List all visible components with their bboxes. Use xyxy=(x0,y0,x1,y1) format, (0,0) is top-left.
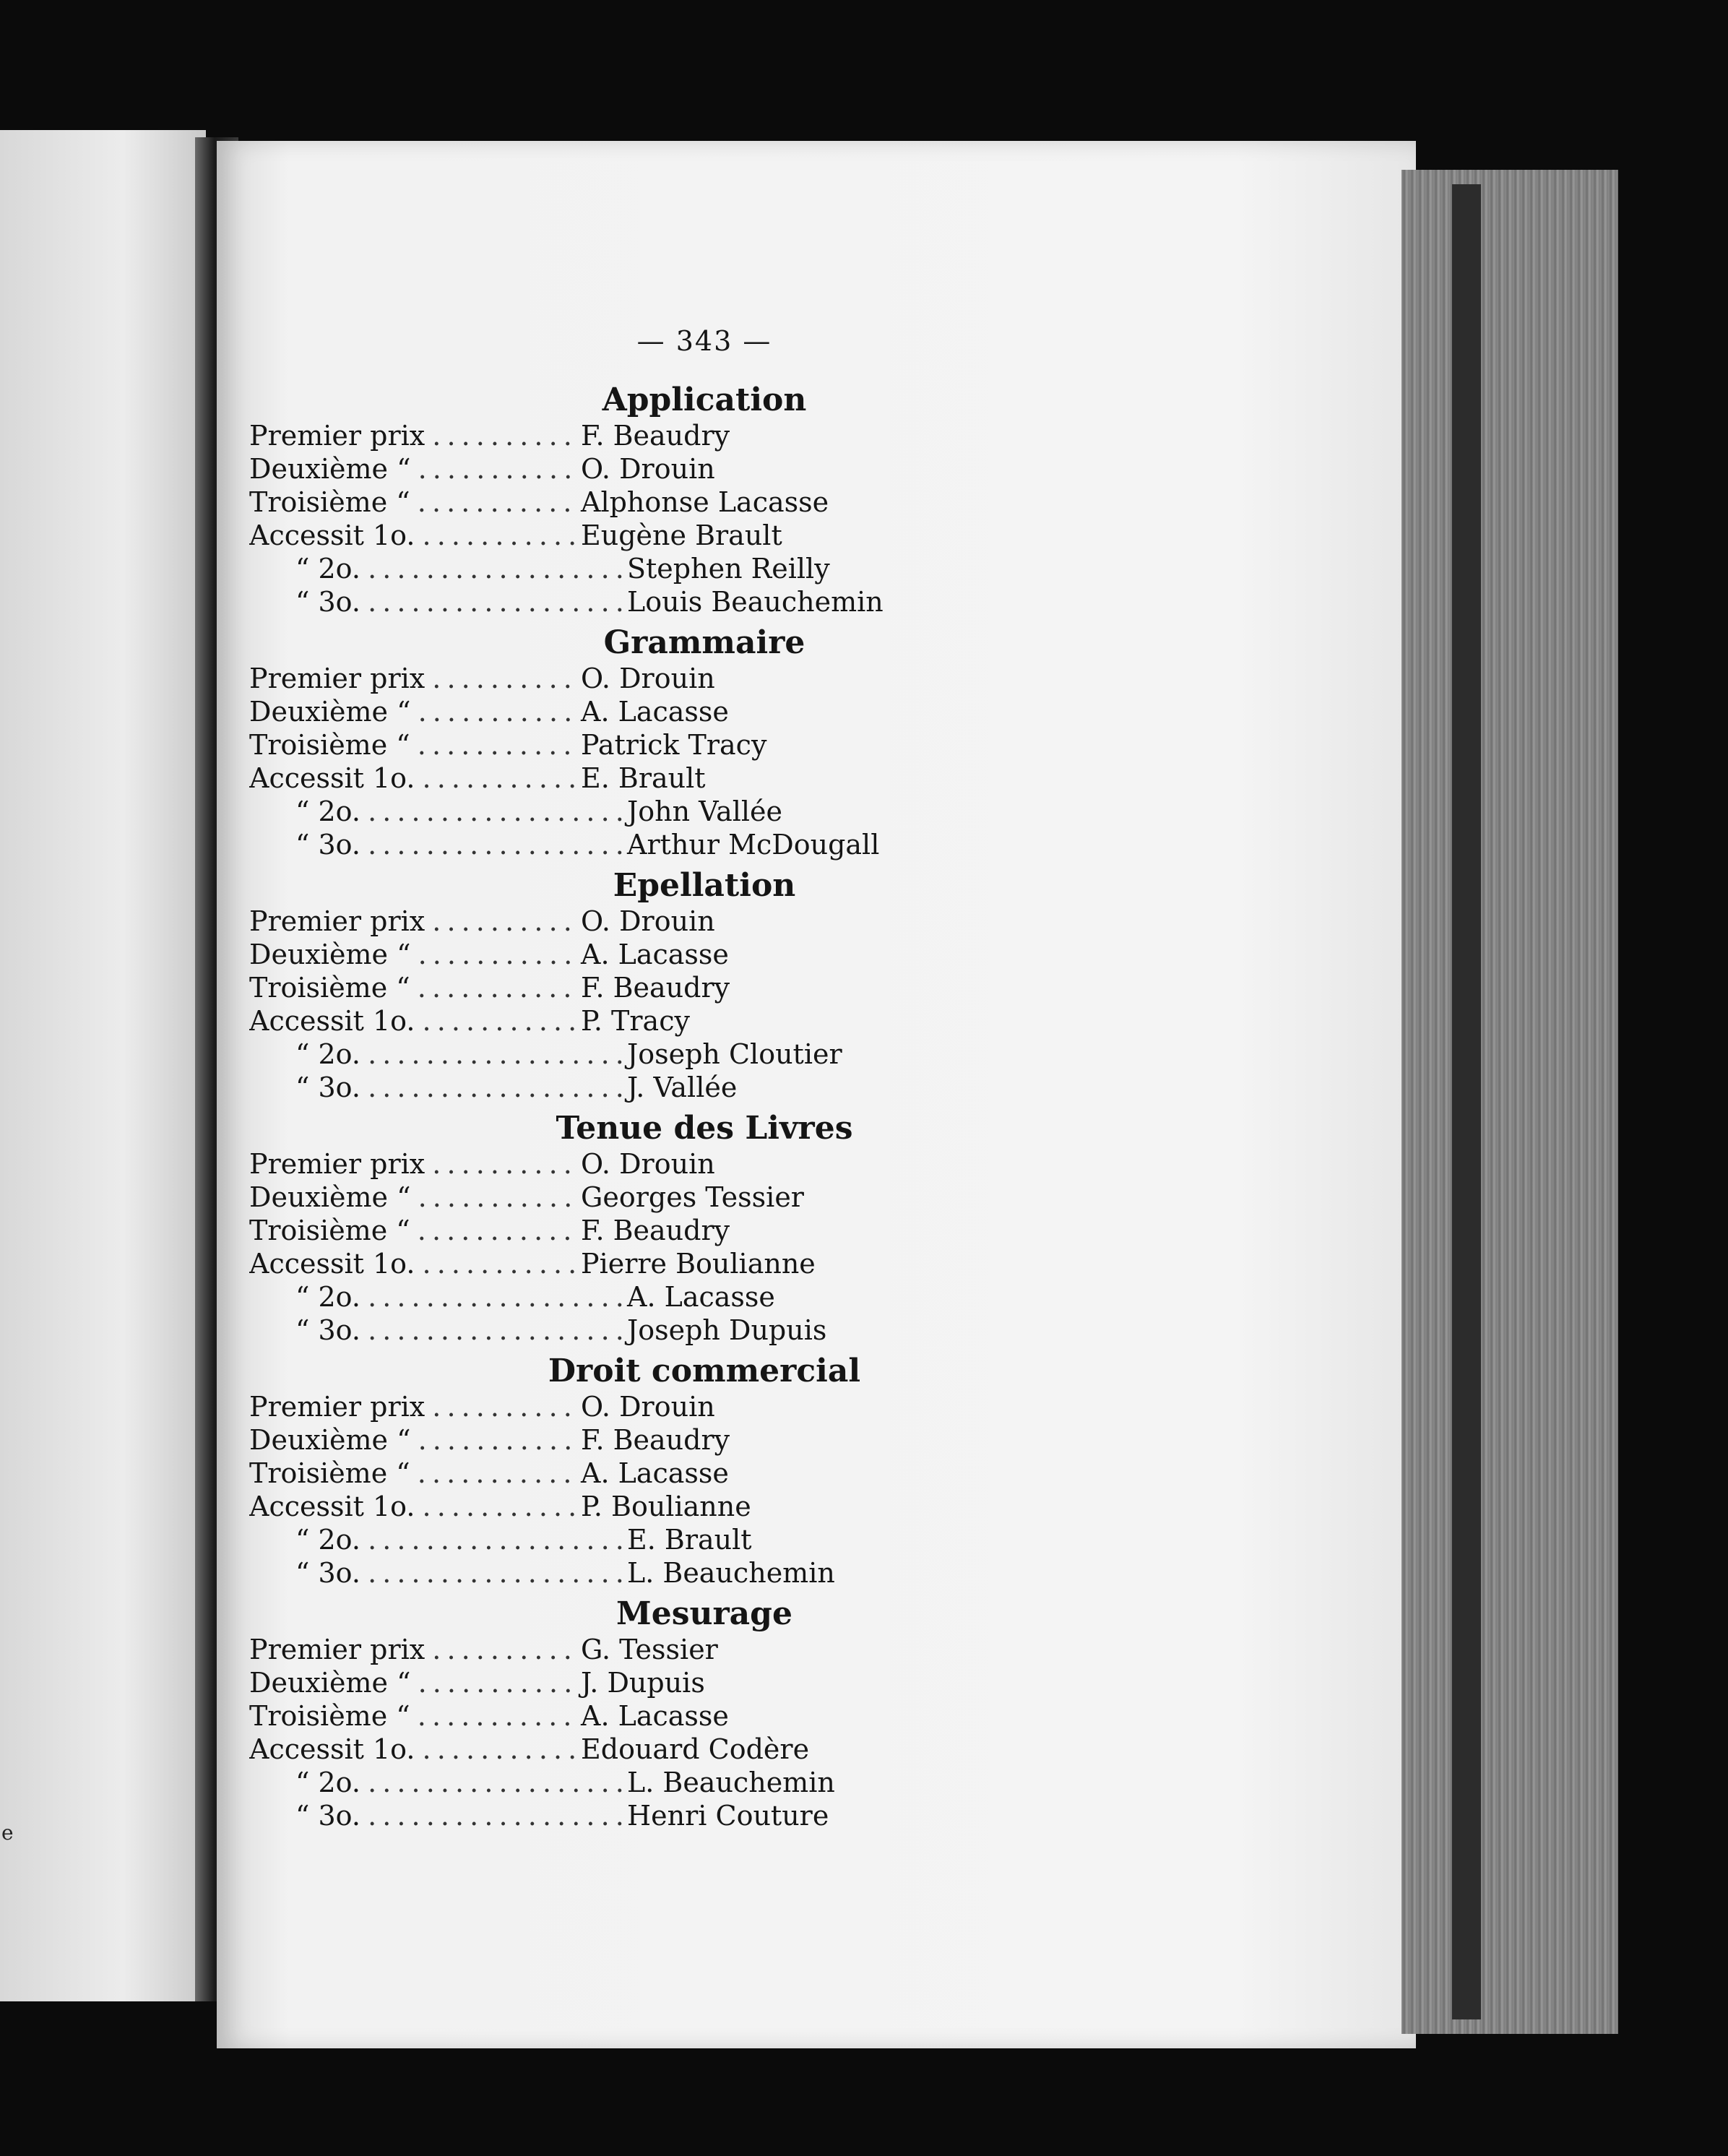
winner-name: F. Beaudry xyxy=(581,1215,730,1246)
list-item xyxy=(249,1214,1080,1247)
winner-name: F. Beaudry xyxy=(581,420,730,452)
rank-label: “ 2o. . . . xyxy=(249,795,624,828)
winner-name: Georges Tessier xyxy=(581,1181,804,1213)
left-page-text-fragment: e xyxy=(1,1821,14,1845)
winner-name: J. Vallée xyxy=(627,1071,738,1103)
list-item xyxy=(249,1633,1080,1666)
winner-name: O. Drouin xyxy=(581,905,715,937)
rank-label: Premier prix . . . xyxy=(249,1390,578,1423)
section-epellation xyxy=(249,867,1080,1104)
winner-name: O. Drouin xyxy=(581,1148,715,1180)
winner-name: Alphonse Lacasse xyxy=(581,486,829,518)
winner-name: E. Brault xyxy=(627,1524,752,1556)
winner-name: O. Drouin xyxy=(581,453,715,485)
list-item xyxy=(249,1523,1080,1556)
rank-label: “ 3o. . . . xyxy=(249,585,624,618)
list-item xyxy=(249,452,1080,486)
rank-label: “ 2o. . . . xyxy=(249,1523,624,1556)
section-title: Mesurage xyxy=(616,1595,792,1632)
winner-name: F. Beaudry xyxy=(581,1424,730,1456)
list-item xyxy=(249,1799,1080,1832)
list-item xyxy=(249,1423,1080,1457)
list-item xyxy=(249,1490,1080,1523)
rank-label: Troisième “ . . . xyxy=(249,486,578,519)
section-droit-commercial xyxy=(249,1353,1080,1590)
winner-name: J. Dupuis xyxy=(581,1667,705,1699)
section-tenue-des-livres xyxy=(249,1110,1080,1347)
rank-label: “ 3o. . . . xyxy=(249,1071,624,1104)
rank-label: Accessit 1o. . . . xyxy=(249,762,578,795)
list-item xyxy=(249,971,1080,1004)
list-item xyxy=(249,1147,1080,1181)
winner-name: L. Beauchemin xyxy=(627,1557,835,1589)
winner-name: O. Drouin xyxy=(581,1391,715,1423)
section-title: Tenue des Livres xyxy=(556,1110,853,1147)
section-title: Grammaire xyxy=(603,624,805,661)
list-item xyxy=(249,1071,1080,1104)
list-item xyxy=(249,1247,1080,1280)
list-item xyxy=(249,695,1080,728)
winner-name: A. Lacasse xyxy=(581,1700,729,1732)
list-item xyxy=(249,419,1080,452)
list-item xyxy=(249,795,1080,828)
winner-name: Stephen Reilly xyxy=(627,553,830,585)
rank-label: Deuxième “ . . . xyxy=(249,1423,578,1457)
list-item xyxy=(249,1390,1080,1423)
list-item xyxy=(249,938,1080,971)
rank-label: Deuxième “ . . . xyxy=(249,1181,578,1214)
list-item xyxy=(249,1733,1080,1766)
winner-name: Louis Beauchemin xyxy=(627,586,884,618)
left-page xyxy=(0,130,206,2001)
winner-name: Eugène Brault xyxy=(581,519,782,551)
rank-label: Deuxième “ . . . xyxy=(249,938,578,971)
rank-label: Deuxième “ . . . xyxy=(249,695,578,728)
rank-label: Troisième “ . . . xyxy=(249,1699,578,1733)
rank-label: “ 3o. . . . xyxy=(249,1799,624,1832)
winner-name: A. Lacasse xyxy=(627,1281,775,1313)
list-item xyxy=(249,1457,1080,1490)
rank-label: Deuxième “ . . . xyxy=(249,1666,578,1699)
rank-label: Premier prix . . . xyxy=(249,662,578,695)
prize-list xyxy=(249,325,1080,1838)
rank-label: Accessit 1o. . . . xyxy=(249,1004,578,1038)
rank-label: Accessit 1o. . . . xyxy=(249,519,578,552)
list-item xyxy=(249,1038,1080,1071)
section-application xyxy=(249,381,1080,618)
winner-name: Henri Couture xyxy=(627,1800,829,1832)
rank-label: Troisième “ . . . xyxy=(249,728,578,762)
section-title: Epellation xyxy=(613,867,796,904)
winner-name: P. Boulianne xyxy=(581,1491,751,1522)
winner-name: A. Lacasse xyxy=(581,1457,729,1489)
list-item xyxy=(249,662,1080,695)
list-item xyxy=(249,1314,1080,1347)
winner-name: P. Tracy xyxy=(581,1005,690,1037)
winner-name: L. Beauchemin xyxy=(627,1767,835,1798)
rank-label: “ 3o. . . . xyxy=(249,1314,624,1347)
list-item xyxy=(249,552,1080,585)
list-item xyxy=(249,1004,1080,1038)
list-item xyxy=(249,728,1080,762)
winner-name: E. Brault xyxy=(581,762,706,794)
rank-label: Premier prix . . . xyxy=(249,905,578,938)
rank-label: Troisième “ . . . xyxy=(249,1214,578,1247)
section-mesurage xyxy=(249,1595,1080,1832)
winner-name: A. Lacasse xyxy=(581,939,729,970)
winner-name: O. Drouin xyxy=(581,663,715,694)
winner-name: Edouard Codère xyxy=(581,1733,810,1765)
section-title: Application xyxy=(602,381,807,418)
list-item xyxy=(249,1556,1080,1590)
list-item xyxy=(249,905,1080,938)
list-item xyxy=(249,762,1080,795)
rank-label: Troisième “ . . . xyxy=(249,1457,578,1490)
list-item xyxy=(249,486,1080,519)
list-item xyxy=(249,1666,1080,1699)
rank-label: “ 3o. . . . xyxy=(249,828,624,861)
winner-name: Pierre Boulianne xyxy=(581,1248,816,1280)
rank-label: Premier prix . . . xyxy=(249,1147,578,1181)
page-edge-shadow xyxy=(1452,184,1481,2019)
rank-label: Accessit 1o. . . . xyxy=(249,1490,578,1523)
list-item xyxy=(249,1280,1080,1314)
winner-name: John Vallée xyxy=(627,795,783,827)
rank-label: “ 2o. . . . xyxy=(249,1038,624,1071)
list-item xyxy=(249,519,1080,552)
rank-label: Deuxième “ . . . xyxy=(249,452,578,486)
rank-label: “ 2o. . . . xyxy=(249,1766,624,1799)
winner-name: G. Tessier xyxy=(581,1634,718,1665)
list-item xyxy=(249,828,1080,861)
rank-label: “ 3o. . . . xyxy=(249,1556,624,1590)
rank-label: Accessit 1o. . . . xyxy=(249,1247,578,1280)
rank-label: Premier prix . . . xyxy=(249,419,578,452)
winner-name: Arthur McDougall xyxy=(627,829,880,861)
list-item xyxy=(249,1766,1080,1799)
section-title: Droit commercial xyxy=(548,1353,861,1389)
rank-label: Troisième “ . . . xyxy=(249,971,578,1004)
winner-name: Joseph Cloutier xyxy=(627,1038,842,1070)
list-item xyxy=(249,1699,1080,1733)
winner-name: F. Beaudry xyxy=(581,972,730,1004)
list-item xyxy=(249,585,1080,618)
rank-label: “ 2o. . . . xyxy=(249,1280,624,1314)
section-grammaire xyxy=(249,624,1080,861)
rank-label: Accessit 1o. . . . xyxy=(249,1733,578,1766)
rank-label: Premier prix . . . xyxy=(249,1633,578,1666)
winner-name: Patrick Tracy xyxy=(581,729,767,761)
page-number: — 343 — xyxy=(636,325,772,357)
page-edges xyxy=(1401,170,1618,2034)
list-item xyxy=(249,1181,1080,1214)
winner-name: Joseph Dupuis xyxy=(627,1314,827,1346)
rank-label: “ 2o. . . . xyxy=(249,552,624,585)
winner-name: A. Lacasse xyxy=(581,696,729,728)
